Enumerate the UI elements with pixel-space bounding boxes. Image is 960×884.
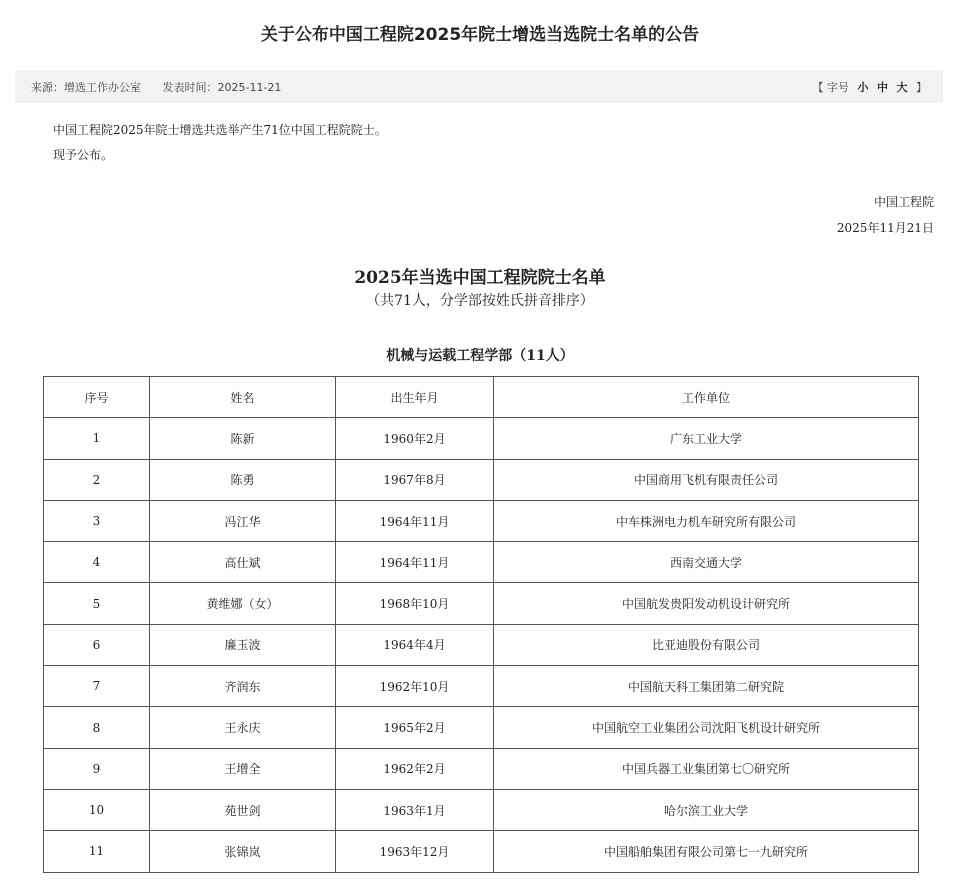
birth-date: 1967年8月 [336, 459, 494, 500]
affiliation: 西南交通大学 [494, 542, 919, 583]
affiliation: 中国航发贵阳发动机设计研究所 [494, 583, 919, 624]
row-index: 8 [44, 707, 150, 748]
birth-date: 1964年11月 [336, 500, 494, 541]
row-index: 9 [44, 748, 150, 789]
birth-date: 1960年2月 [336, 418, 494, 459]
member-name: 黄维娜（女） [150, 583, 336, 624]
affiliation: 广东工业大学 [494, 418, 919, 459]
member-name: 廉玉波 [150, 624, 336, 665]
birth-date: 1968年10月 [336, 583, 494, 624]
publish-date: 发表时间：2025-11-21 [162, 80, 282, 94]
row-index: 11 [44, 831, 150, 872]
table-row [44, 707, 919, 748]
member-name: 张锦岚 [150, 831, 336, 872]
signature-org: 中国工程院 [873, 195, 934, 209]
member-name: 王永庆 [150, 707, 336, 748]
row-index: 2 [44, 459, 150, 500]
header-cell: 序号 [44, 377, 150, 418]
header-cell: 工作单位 [494, 377, 919, 418]
birth-date: 1963年12月 [336, 831, 494, 872]
affiliation: 比亚迪股份有限公司 [494, 624, 919, 665]
table-header [44, 377, 919, 418]
list-title: 2025年当选中国工程院院士名单 [354, 268, 606, 288]
row-index: 5 [44, 583, 150, 624]
member-name: 高仕斌 [150, 542, 336, 583]
font-size-label: 【 字号 [812, 80, 849, 94]
member-name: 冯江华 [150, 500, 336, 541]
header-cell: 姓名 [150, 377, 336, 418]
table-row [44, 500, 919, 541]
birth-date: 1963年1月 [336, 789, 494, 830]
table-row [44, 748, 919, 789]
row-index: 1 [44, 418, 150, 459]
member-name: 王增全 [150, 748, 336, 789]
table-row [44, 666, 919, 707]
table-row [44, 542, 919, 583]
member-name: 齐润东 [150, 666, 336, 707]
table-row [44, 583, 919, 624]
affiliation: 中国船舶集团有限公司第七一九研究所 [494, 831, 919, 872]
meta-bar [15, 70, 943, 103]
birth-date: 1962年10月 [336, 666, 494, 707]
signature-date: 2025年11月21日 [836, 221, 934, 235]
source: 来源：增选工作办公室 [31, 80, 141, 94]
members-table [43, 376, 919, 873]
header-cell: 出生年月 [336, 377, 494, 418]
table-row [44, 789, 919, 830]
font-size-switcher [808, 79, 928, 95]
row-index: 4 [44, 542, 150, 583]
body-paragraph: 中国工程院2025年院士增选共选举产生71位中国工程院院士。 [53, 123, 387, 137]
affiliation: 中国兵器工业集团第七〇研究所 [494, 748, 919, 789]
page-title: 关于公布中国工程院2025年院士增选当选院士名单的公告 [260, 25, 700, 45]
birth-date: 1964年4月 [336, 624, 494, 665]
member-name: 陈新 [150, 418, 336, 459]
member-name: 苑世剑 [150, 789, 336, 830]
department-heading: 机械与运载工程学部（11人） [386, 348, 574, 364]
row-index: 7 [44, 666, 150, 707]
font-small-button[interactable]: 小 [857, 80, 869, 94]
table-row [44, 831, 919, 872]
row-index: 3 [44, 500, 150, 541]
row-index: 10 [44, 789, 150, 830]
font-large-button[interactable]: 大 [896, 80, 908, 94]
birth-date: 1964年11月 [336, 542, 494, 583]
affiliation: 中国商用飞机有限责任公司 [494, 459, 919, 500]
birth-date: 1962年2月 [336, 748, 494, 789]
table-row [44, 459, 919, 500]
body-paragraph: 现予公布。 [53, 148, 114, 162]
list-subtitle: （共71人，分学部按姓氏拼音排序） [366, 293, 594, 309]
affiliation: 中国航天科工集团第二研究院 [494, 666, 919, 707]
affiliation: 中国航空工业集团公司沈阳飞机设计研究所 [494, 707, 919, 748]
table-row [44, 624, 919, 665]
affiliation: 哈尔滨工业大学 [494, 789, 919, 830]
member-name: 陈勇 [150, 459, 336, 500]
table-row [44, 418, 919, 459]
row-index: 6 [44, 624, 150, 665]
birth-date: 1965年2月 [336, 707, 494, 748]
affiliation: 中车株洲电力机车研究所有限公司 [494, 500, 919, 541]
bracket-close: 】 [916, 80, 927, 94]
font-medium-button[interactable]: 中 [877, 80, 888, 94]
